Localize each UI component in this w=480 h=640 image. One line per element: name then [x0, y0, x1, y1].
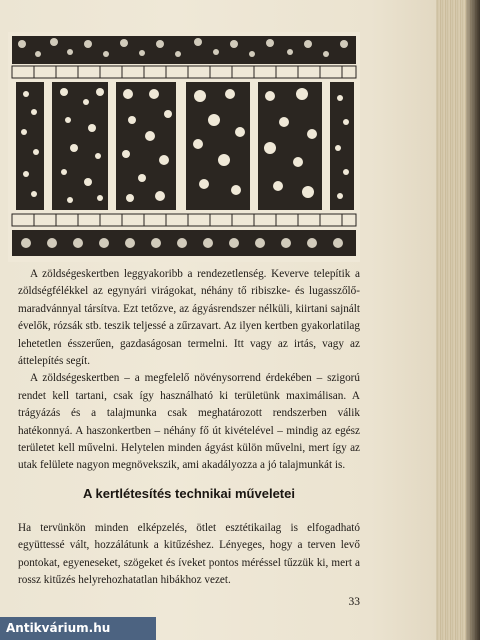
garden-bed-illustration: [8, 32, 360, 262]
paragraph-szigoru-rend: A zöldségeskertben – a megfelelő növénysorrend érdekében – szigorú rendet kell tartani, csak így használható ki területünk maximálisan. A trágyázás és a talajmunka csak meghatározott rendszerben válik hatékonnyá. A haszonkertben – néhány fő út kivételével – mindig az egész területet kell művelni. Helytelen minden ágyást külön művelni, mert így az utak felülete nagyon megnövekszik, ami akadályozza a jó talajmunkát is.: [18, 372, 360, 472]
paragraph-rendezetlenseg: A zöldségeskertben leggyakoribb a rendezetlenség. Keverve telepítik a zöldségfélékkel az egynyári virágokat, néhány tő ribiszke- és lugasszőlő-maradvánnyal társítva. Ezt tetőzve, az ágyásrendszer nélküli, kiirtani sajnált évelők, rózsák stb. teszik teljessé a zűrzavart. Az ilyen kertben gyakorlatilag lehetetlen ésszerűen, gazdaságosan termelni. Itt vagy az irtás, vagy az áttelepítés segít.: [18, 268, 360, 368]
paragraph-kituzes: Ha tervünkön minden elképzelés, ötlet esztétikailag is elfogadható együttessé vált, hozzálátunk a kitűzéshez. Lényeges, hogy a terven levő pontokat, egyeneseket, szögeket és íveket pontos méréssel tűzzük ki, mert a rossz kitűzés helyrehozhatatlan hibákhoz vezet.: [18, 522, 360, 587]
section-heading: A kertlétesítés technikai műveletei: [83, 486, 295, 501]
body-text-lower: [18, 520, 360, 590]
body-text-upper: [18, 266, 360, 475]
watermark-logo: Antikvárium.hu: [0, 617, 156, 640]
binding-shadow: [466, 0, 480, 640]
page-number: 33: [348, 596, 360, 608]
